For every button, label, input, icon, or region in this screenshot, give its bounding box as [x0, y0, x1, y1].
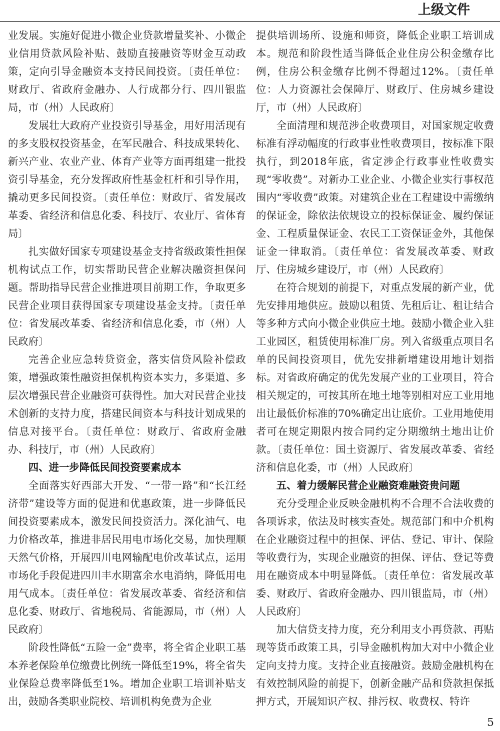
running-header: 上级文件: [417, 3, 470, 18]
paragraph: 加大信贷支持力度，充分利用支小再贷款、再贴现等货币政策工具，引导金融机构加大对中小微企业定向支持力度。支持企业直接融资。鼓励金融机构在有效控制风险的前提下，创新金融产品和贷款担保抵押方式，开展知识产权、排污权、收费权、特许: [256, 625, 494, 708]
paragraph: 阶段性降低“五险一金”费率，将全省企业职工基本养老保险单位缴费比例统一降低至19%，将全省失业保险总费率降低至1%。增加企业职工培训补贴支出，鼓励各类职业院校、培训机构免费为企业: [8, 643, 246, 708]
section-heading: 五、着力缓解民营企业融资难融资贵问题: [276, 481, 460, 492]
header-rule: [0, 21, 500, 22]
paragraph: 完善企业应急转贷资金，落实信贷风险补偿政策，增强政策性融资担保机构资本实力，多渠道、多层次增强民营企业融资可获得性。加大对民营企业技术创新的支持力度，搭建民间资本与科技计划成果的信息对接平台。〔责任单位：财政厅、省政府金融办、科技厅，市（州）人民政府〕: [8, 355, 246, 456]
left-column: [8, 28, 246, 716]
paragraph: 发展壮大政府产业投资引导基金，用好用活现有的多支股权投资基金，在军民融合、科技成果转化、新兴产业、农业产业、体育产业等方面再组建一批投资引导基金，充分发挥政府性基金杠杆和引导作用，撬动更多民间投资。〔责任单位：财政厅、省发展改革委、省经济和信息化委、科技厅、农业厅、省体育局〕: [8, 121, 246, 240]
paragraph: 扎实做好国家专项建设基金支持省级政策性担保机构试点工作，切实帮助民营企业解决融资担保问题。帮助指导民营企业推进项目前期工作，争取更多民营企业项目获得国家专项建设基金支持。〔责任单位：省发展改革委、省经济和信息化委，市（州）人民政府〕: [8, 247, 246, 348]
page-number: 5: [487, 716, 494, 729]
paragraph: 提供培训场所、设施和师资，降低企业职工培训成本。规范和阶段性适当降低企业住房公积金缴存比例，住房公积金缴存比例不得超过12%。〔责任单位：人力资源社会保障厅、财政厅、住房城乡建设厅，市（州）人民政府〕: [256, 31, 494, 114]
paragraph: 充分受理企业反映金融机构不合理不合法收费的各项诉求，依法及时核实查处。规范部门和中介机构在企业融资过程中的担保、评估、登记、审计、保险等收费行为，实现企业融资的担保、评估、登记等费用在融资成本中明显降低。〔责任单位：省发展改革委、财政厅、省政府金融办、四川银监局，市（州）人民政府〕: [256, 499, 494, 618]
paragraph: 在符合规划的前提下，对重点发展的新产业，优先安排用地供应。鼓励以租赁、先租后让、租让结合等多种方式向小微企业供应土地。鼓励小微企业入驻工业园区，租赁使用标准厂房。列入省级重点项目名单的民间投资项目，优先安排新增建设用地计划指标。对省政府确定的优先发展产业的工业项目，符合相关规定的，可按其所在地土地等别相对应工业用地出让最低价标准的70%确定出让底价。工业用地使用者可在规定期限内按合同约定分期缴纳土地出让价款。〔责任单位：国土资源厅、省发展改革委、省经济和信息化委，市（州）人民政府〕: [256, 283, 494, 474]
section-heading: 四、进一步降低民间投资要素成本: [28, 463, 182, 474]
paragraph: 全面清理和规范涉企收费项目，对国家规定收费标准有浮动幅度的行政事业性收费项目，按标准下限执行，到2018年底，省定涉企行政事业性收费实现“零收费”。对新办工业企业、小微企业实行事权范围内“零收费”政策。对建筑企业在工程建设中需缴纳的保证金，除依法依规设立的投标保证金、履约保证金、工程质量保证金、农民工工资保证金外，其他保证金一律取消。〔责任单位：省发展改革委、财政厅、住房城乡建设厅，市（州）人民政府〕: [256, 121, 494, 276]
paragraph: 全面落实好西部大开发、“一带一路”和“长江经济带”建设等方面的促进和优惠政策，进一步降低民间投资要素成本，激发民间投资活力。深化油气、电力价格改革，推进非居民用电市场化交易，加快理顺天然气价格，开展四川电网输配电价改革试点，运用市场化手段促进四川丰水期富余水电消纳，降低用电用气成本。〔责任单位：省发展改革委、省经济和信息化委、财政厅、省地税局、省能源局，市（州）人民政府〕: [8, 481, 246, 636]
right-column: [256, 28, 494, 716]
paragraph: 业发展。实施好促进小微企业贷款增量奖补、小微企业信用贷款风险补贴、鼓励直接融资等财金互动政策，定向引导金融资本支持民间投资。〔责任单位：财政厅、省政府金融办、人行成都分行、四川银监局，市（州）人民政府〕: [8, 31, 246, 114]
